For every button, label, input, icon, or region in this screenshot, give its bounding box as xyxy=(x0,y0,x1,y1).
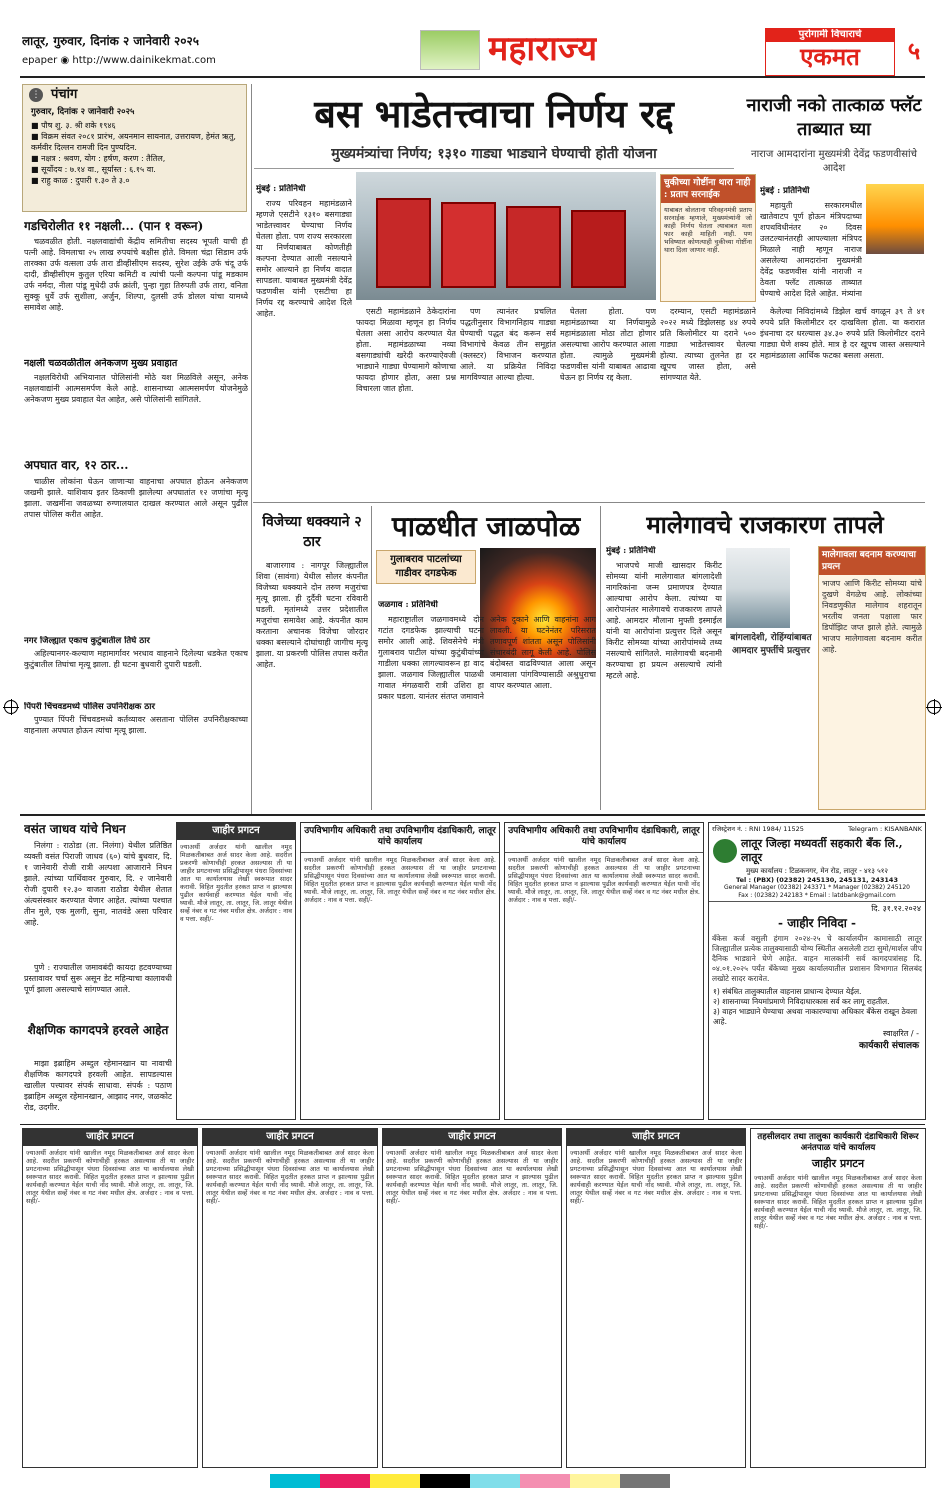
naxal-headline: नक्षली चळवळीतील अनेकजण मुख्य प्रवाहात xyxy=(24,358,178,369)
ad-office-1 xyxy=(300,822,500,1120)
bank-body: बँकेस कर्ज वसुली हंगाम २०२४-२५ चे कार्यालयीन कामासाठी लातूर जिल्ह्यातील प्रत्येक तालुक्यासाठी योग्य स्थितीत असलेली टाटा सुमो/मार्शल जीप दैनिक भाड्याने घेणे आहेत. वाहन मालकांनी सर्व कागदपत्रांसह दि. ०४.०१.२०२५ पर्यंत बँकेच्या मुख्य कार्यालयातील प्रशासन विभागात सिलबंद लखोटे सादर करावेत. xyxy=(712,934,922,983)
ad-office-title: उपविभागीय अधिकारी तथा उपविभागीय दंडाधिकारी, लातूर यांचे कार्यालय xyxy=(301,823,499,853)
bank-tel: Tel : (PBX) (02382) 245130, 245131, 243143 xyxy=(736,875,898,884)
malegaon-body xyxy=(606,560,722,810)
sarnaik-box xyxy=(660,174,756,302)
accident-sub2: पिंपरी चिंचवडमध्ये पोलिस उपनिरीक्षक ठार xyxy=(24,702,155,712)
registration-mark xyxy=(927,700,941,714)
section-rule xyxy=(20,814,925,816)
section-rule xyxy=(20,1124,925,1125)
gadchiroli-headline: गडचिरोलीत ११ नक्षली... (पान १ वरून) xyxy=(24,219,204,233)
ad-office-2 xyxy=(504,822,704,1120)
swatch xyxy=(420,1474,470,1488)
paldhi-subhead: गुलाबराव पाटलांच्या गाडीवर दगडफेक xyxy=(376,550,476,584)
pune-text: पुणे : राज्यातील जमावबंदी कायदा हटवण्याच्या प्रस्तावावर चर्चा सुरू असून डेट महिन्याचा कालावधी पूर्ण झाला असल्याचे सांगण्यात आले. xyxy=(24,963,172,994)
ad-notice-5 xyxy=(566,1128,746,1468)
accident-body xyxy=(24,476,248,634)
tahsil-notice: जाहीर प्रगटन xyxy=(811,1157,865,1170)
swatch xyxy=(320,1474,370,1488)
panchang-item: ■ विक्रम संवत २०८१ प्रारंभ, अयनमान सायनात, उत्तरायण, हेमंत ऋतु, कर्मवीर दिल्लन रामजी दिन पुण्यदिन. xyxy=(31,131,236,152)
malegaon-byline: मुंबई : प्रतिनिधी xyxy=(606,546,656,556)
brand-tagline: पुरोगामी विचाराचे xyxy=(766,29,894,42)
ad-body: ज्याअर्थी अर्जदार यांनी खालील नमूद मिळकतीबाबत अर्ज सादर केला आहे. सदरील प्रकरणी कोणाचीही हरकत असल्यास ती या जाहीर प्रगटनाच्या प्रसिद्धीपासून पंधरा दिवसांच्या आत या कार्यालयास लेखी स्वरूपात सादर करावी. विहित मुदतीत हरकत प्राप्त न झाल्यास पुढील कार्यवाही करण्यात येईल याची नोंद घ्यावी. मौजे लातूर, ता. लातूर, जि. लातूर येथील सर्व्हे नंबर व गट नंबर मधील क्षेत्र. अर्जदार : नाव व पत्ता. सही/- xyxy=(180,842,292,923)
paldhi-headline: पाळधीत जाळपोळ xyxy=(391,510,581,543)
accident-sub1: नगर जिल्ह्यात एकाच कुटुंबातील तिघे ठार xyxy=(24,636,150,646)
naxal-body xyxy=(24,372,248,456)
ad-notice-3 xyxy=(202,1128,378,1468)
ad-title: जाहीर प्रगटन xyxy=(383,1129,561,1146)
ad-body: ज्याअर्थी अर्जदार यांनी खालील नमूद मिळकतीबाबत अर्ज सादर केला आहे. सदरील प्रकरणी कोणाचीही हरकत असल्यास ती या जाहीर प्रगटनाच्या प्रसिद्धीपासून पंधरा दिवसांच्या आत या कार्यालयास लेखी स्वरूपात सादर करावी. विहित मुदतीत हरकत प्राप्त न झाल्यास पुढील कार्यवाही करण्यात येईल याची नोंद घ्यावी. मौजे लातूर, ता. लातूर, जि. लातूर येथील सर्व्हे नंबर व गट नंबर मधील क्षेत्र. अर्जदार : नाव व पत्ता. सही/- xyxy=(26,1148,194,1205)
epaper-label: epaper xyxy=(22,55,58,66)
ad-title: जाहीर प्रगटन xyxy=(203,1129,377,1146)
ad-body: ज्याअर्थी अर्जदार यांनी खालील नमूद मिळकतीबाबत अर्ज सादर केला आहे. सदरील प्रकरणी कोणाचीही हरकत असल्यास ती या जाहीर प्रगटनाच्या प्रसिद्धीपासून पंधरा दिवसांच्या आत या कार्यालयास लेखी स्वरूपात सादर करावी. विहित मुदतीत हरकत प्राप्त न झाल्यास पुढील कार्यवाही करण्यात येईल याची नोंद घ्यावी. मौजे लातूर, ता. लातूर, जि. लातूर येथील सर्व्हे नंबर व गट नंबर मधील क्षेत्र. अर्जदार : नाव व पत्ता. सही/- xyxy=(386,1148,558,1205)
gadchiroli-text: चळवळीत होती. नक्षलवाद्यांची केंद्रीय समितीचा सदस्य भूपती याची ही पत्नी आहे. विमलाचा २५ लाख रुपयांचे बक्षीस होते. विमला चंद्रा सिडाम उर्फ तारक्का उर्फ वत्सला उर्फ तारा डीव्हीसीएम सदस्य, सुरेश उईके उर्फ चंदू उर्फ दादी, डीव्हीसीएम कुतुल एरिया कमिटी व त्यांची पत्नी कल्पना पांडू मडकाम उर्फ नर्मदा, नीला पांडू मुधेदी उर्फ क्रांती, पुन्हा गुहा तिरुपती उर्फ तारा, वनिता सुक्कू धुर्वे उर्फ सुशीला, अर्जुन, शिल्पा, दुलसी उर्फ डोलल यांचा यामध्ये समावेश आहे. xyxy=(24,237,248,312)
malegaon-text: भाजपचे माजी खासदार किरीट सोमय्या यांनी मालेगावात बांगलादेशी नागरिकांना जन्म प्रमाणपत्र देण्यात आल्याचा आरोप केला. त्यांच्या या आरोपानंतर मालेगावचे राजकारण तापले आहे. आमदार मौलाना मुफ्ती इस्माईल यांनी या आरोपांना प्रत्युत्तर दिले असून किरीट सोमय्या यांच्या आरोपांमध्ये तथ्य नसल्याचे सांगितले. मालेगावची बदनामी करण्याचा हा प्रयत्न असल्याचे त्यांनी म्हटले आहे. xyxy=(606,561,722,680)
panchang-title-row xyxy=(23,85,246,105)
accident-headline: अपघात वार, १२ ठार... xyxy=(24,458,129,472)
paldhi-body xyxy=(378,614,596,810)
col-divider xyxy=(371,506,372,810)
brand-block xyxy=(765,28,895,76)
bank-term: १) संबंधित तालुक्यातील वाहनास प्राधान्य देण्यात येईल. xyxy=(713,987,862,996)
bus-col1-text: राज्य परिवहन महामंडळाने म्हणजे एसटीने १३१० बसगाड्या भाडेतत्त्वावर घेण्याचा निर्णय घेतला होता. पण राज्य सरकारला या निर्णयाबाबत कोणतीही कल्पना देण्यात आली नसल्याने समोर आल्याने हा निर्णय वादात सापडला. याबाबत मुख्यमंत्री देवेंद्र फडणवीस यांनी एसटीचा हा निर्णय रद्द करण्याचे आदेश दिले आहेत. xyxy=(256,199,352,318)
ad-notice-4 xyxy=(382,1128,562,1468)
ad-notice-1 xyxy=(176,822,296,1120)
accident-text: चाळीस लोकांना घेऊन जाणाऱ्या वाहनाचा अपघात होऊन अनेकजण जखमी झाले. याशिवाय इतर ठिकाणी झालेल्या अपघातांत १२ जणांचा मृत्यू झाला. जखमींना जवळच्या रुग्णालयात दाखल करण्यात आले असून पुढील तपास पोलिस करीत आहेत. xyxy=(24,477,248,519)
bus-col2 xyxy=(356,306,456,498)
page-number: ५ xyxy=(907,36,921,65)
panchang-item: ■ पौष शु. ३. श्री शके १९४६ xyxy=(31,120,116,130)
malegaon-photo-caption: बांगलादेशी, रोहिंग्यांबाबत आमदार मुफ्तींचे प्रत्युत्तर xyxy=(730,633,812,656)
header-rule xyxy=(20,76,925,78)
ad-title: जाहीर प्रगटन xyxy=(177,823,295,840)
ad-tahsil xyxy=(750,1128,926,1468)
panchang-item: ■ नक्षत्र : श्रवण, योग : हर्षण, करण : तैतिल, xyxy=(31,153,166,163)
narazi-body xyxy=(760,200,862,300)
bus-byline: मुंबई : प्रतिनिधी xyxy=(256,184,306,194)
bus-shape xyxy=(441,202,496,288)
panchang-box xyxy=(22,84,247,212)
ad-title: जाहीर प्रगटन xyxy=(23,1129,197,1146)
swatch xyxy=(520,1474,570,1488)
bus-col5-text: दरम्यान, एसटी महामंडळाने २०२२ मध्ये डिझेलसह ४४ रुपये प्रति किलोमीटर या दराने ५०० गाड्या भाडेतत्त्वावर घेतल्या होत्या. त्याच्या तुलनेत हा दर खूपच जास्त होता, असे सांगण्यात येते. xyxy=(660,307,756,382)
lost-headline: शैक्षणिक कागदपत्रे हरवले आहेत xyxy=(27,1023,169,1037)
ad-title: जाहीर प्रगटन xyxy=(567,1129,745,1146)
narazi-headline: नाराजी नको तात्काळ फ्लॅट ताब्यात घ्या xyxy=(746,95,922,140)
fadnavis-photo xyxy=(866,184,924,254)
bus-col5 xyxy=(660,306,756,498)
sarnaik-body: याबाबत बोलताना परिवहनमंत्री प्रताप सरनाईक म्हणाले, मुख्यमंत्र्यांनी जो काही निर्णय घेतला त्याबाबत मला फार काही माहिती नाही. पण भविष्यात कोणत्याही चुकीच्या गोष्टींना थारा दिला जाणार नाही. xyxy=(664,206,752,254)
bank-date: दि. ३१.१२.२०२४ xyxy=(871,904,921,913)
obit-headline: वसंत जाधव यांचे निधन xyxy=(24,822,126,836)
bank-name: लातूर जिल्हा मध्यवर्ती सहकारी बँक लि., लातूर xyxy=(741,837,903,865)
bank-logo-icon xyxy=(713,839,737,863)
ad-office-title: उपविभागीय अधिकारी तथा उपविभागीय दंडाधिकारी, लातूर यांचे कार्यालय xyxy=(505,823,703,853)
swatch xyxy=(270,1474,320,1488)
bank-term: २) शासनाच्या नियमांप्रमाणे निविदाधारकास सर्व कर लागू राहतील. xyxy=(713,997,890,1006)
panchang-item: ■ राहु काळ : दुपारी १.३० ते ३.० xyxy=(31,175,130,185)
vijechya-text: बाजारगाव : नागपूर जिल्ह्यातील शिवा (सावंगा) येथील सोलर कंपनीत विजेच्या धक्क्याने दोन तरुण मजुरांचा मृत्यू झाला. ही दुर्दैवी घटना रविवारी घडली. मृतांमध्ये उत्तर प्रदेशातील मजुरांचा समावेश आहे. कंपनीत काम करताना अचानक विजेचा जोरदार धक्का बसल्याने दोघांचाही जागीच मृत्यू झाला. या प्रकरणी पोलिस तपास करीत आहेत. xyxy=(256,561,368,669)
globe-icon: ◉ xyxy=(60,55,70,66)
telegram-text: Telegram : KISANBANK xyxy=(848,825,922,833)
lost-text: माझा इब्राहिम अब्दुल रहेमानखान या नावाची शैक्षणिक कागदपत्रे हरवली आहेत. सापडल्यास खालील पत्त्यावर संपर्क साधावा. संपर्क : पठाण इब्राहिम अब्दुल रहेमानखान, आझाद नगर, जळकोट रोड, उदगीर. xyxy=(24,1059,172,1112)
section-title: महाराज्य xyxy=(488,29,598,69)
tahsil-title: तहसीलदार तथा तालुका कार्यकारी दंडाधिकारी शिरूर अनंतपाळ यांचे कार्यालय xyxy=(757,1132,919,1153)
panchang-item: ■ सूर्योदय : ७.१४ वा., सूर्यास्त : ६.१५ वा. xyxy=(31,164,156,174)
brand-logo: एकमत xyxy=(800,41,860,71)
bank-name-row xyxy=(709,835,925,867)
lost-body xyxy=(24,1058,172,1120)
section-rule xyxy=(253,502,925,503)
swatch xyxy=(470,1474,520,1488)
accident-sub1-body xyxy=(24,648,248,700)
malegaon-side-headline: मालेगावला बदनाम करण्याचा प्रयत्न xyxy=(819,547,925,575)
sarnaik-body2-text: केलेल्या निविदांमध्ये डिझेल खर्च वगळून ३९ ते ४१ रुपये प्रति किलोमीटर दर दाखविला होता. या करारात इंधनाचा दर धरल्यास ३४.३० रुपये प्रति किलोमीटर दराने गाड्या घेणे शक्य होते. मात्र हे दर खूपच जास्त असल्याने महामंडळाला आर्थिक फटका बसला असता. xyxy=(760,307,925,360)
narazi-text: महायुती सरकारमधील खातेवाटप पूर्ण होऊन मंत्रिपदाच्या शपथविधीनंतर २० दिवस उलटल्यानंतरही आपल्याला मंत्रिपद मिळाले नाही म्हणून नाराज असलेल्या आमदारांना मुख्यमंत्री देवेंद्र फडणवीस यांनी नाराजी न ठेवता फ्लॅट तात्काळ ताब्यात घेण्याचे आदेश दिले आहेत. मंत्र्यांना xyxy=(760,201,862,298)
swatch xyxy=(620,1474,670,1488)
naxal-text: नक्षलविरोधी अभियानात पोलिसांनी मोठे यश मिळविले असून, अनेक नक्षलवाद्यांनी आत्मसमर्पण केले आहे. शासनाच्या आत्मसमर्पण योजनेमुळे अनेकजण मुख्य प्रवाहात येत आहेत, असे पोलिसांनी सांगितले. xyxy=(24,373,248,404)
bus-shape xyxy=(506,206,561,288)
bus-subhead: मुख्यमंत्र्यांचा निर्णय; १३१० गाड्या भाड्याने घेण्याची होती योजना xyxy=(254,146,734,169)
registration-text: रजिस्ट्रेशन नं. : RNI 1984/ 11525 xyxy=(712,825,804,833)
bank-sign: स्वाक्षरित / - xyxy=(883,1029,919,1038)
chevron-icon: ⋮ xyxy=(29,88,43,102)
paldhi-text: महाराष्ट्रातील जळगावमध्ये दोन गटांत दगडफेक झाल्याची घटना समोर आली आहे. शिवसेनेचे मंत्री गुलाबराव पाटील यांच्या कुटुंबीयांच्या गाडीला धक्का लागल्यावरून हा वाद झाला. जळगाव जिल्ह्यातील पाळधी गावात मंगळवारी रात्री उशिरा हा प्रकार घडला. यानंतर संतप्त जमावाने अनेक दुकाने आणि वाहनांना आग लावली. या घटनेनंतर परिसरात तणावपूर्ण शांतता असून पोलिसांनी संचारबंदी लागू केली आहे. पोलिस बंदोबस्त वाढविण्यात आला असून जमावाला पांगविण्यासाठी अश्रुधुराचा वापर करण्यात आला. xyxy=(378,615,596,701)
epaper-line xyxy=(22,55,216,68)
narazi-byline: मुंबई : प्रतिनिधी xyxy=(760,186,810,196)
bank-gm: General Manager (02382) 243371 * Manager (02382) 245120 xyxy=(724,884,910,891)
accident-sub2-body xyxy=(24,714,248,810)
swatch xyxy=(370,1474,420,1488)
bus-col4-text: घेतला होता. पण महामंडळाच्या या निर्णयामुळे महामंडळाला मोठा तोटा होणार असल्याचा आरोप करण्यात आला होता. त्यामुळे मुख्यमंत्री फडणवीस यांनी याबाबत आढावा घेऊन हा निर्णय रद्द केला. xyxy=(560,307,656,382)
bus-photo xyxy=(356,172,656,300)
ad-notice-2 xyxy=(22,1128,198,1468)
ad-body: ज्याअर्थी अर्जदार यांनी खालील नमूद मिळकतीबाबत अर्ज सादर केला आहे. सदरील प्रकरणी कोणाचीही हरकत असल्यास ती या जाहीर प्रगटनाच्या प्रसिद्धीपासून पंधरा दिवसांच्या आत या कार्यालयास लेखी स्वरूपात सादर करावी. विहित मुदतीत हरकत प्राप्त न झाल्यास पुढील कार्यवाही करण्यात येईल याची नोंद घ्यावी. मौजे लातूर, ता. लातूर, जि. लातूर येथील सर्व्हे नंबर व गट नंबर मधील क्षेत्र. अर्जदार : नाव व पत्ता. सही/- xyxy=(206,1148,374,1205)
bus-shape xyxy=(571,210,626,288)
bank-exec: कार्यकारी संचालक xyxy=(859,1041,919,1051)
bank-ad-topline xyxy=(709,823,925,835)
bus-col4 xyxy=(560,306,656,498)
gadchiroli-body xyxy=(24,236,248,356)
bus-col2-text: एसटी महामंडळाने ठेकेदारांना फायदा मिळावा म्हणून हा निर्णय घेतला असा आरोप करण्यात येत होता. महामंडळाच्या नव्या बसगाड्यांची खरेदी करण्याऐवजी भाड्याने गाड्या घेण्यामागे कोणाचा फायदा होणार होता, असा प्रश्न विचारला जात होता. xyxy=(356,307,456,393)
obit-body xyxy=(24,840,172,958)
date-line: लातूर, गुरुवार, दिनांक २ जानेवारी २०२५ xyxy=(22,34,199,48)
col-divider xyxy=(600,506,601,810)
malegaon-side-box xyxy=(818,546,926,810)
ad-body: ज्याअर्थी अर्जदार यांनी खालील नमूद मिळकतीबाबत अर्ज सादर केला आहे. सदरील प्रकरणी कोणाचीही हरकत असल्यास ती या जाहीर प्रगटनाच्या प्रसिद्धीपासून पंधरा दिवसांच्या आत या कार्यालयास लेखी स्वरूपात सादर करावी. विहित मुदतीत हरकत प्राप्त न झाल्यास पुढील कार्यवाही करण्यात येईल याची नोंद घ्यावी. मौजे लातूर, ता. लातूर, जि. लातूर येथील सर्व्हे नंबर व गट नंबर मधील क्षेत्र. अर्जदार : नाव व पत्ता. सही/- xyxy=(570,1148,742,1205)
malegaon-side-body: भाजप आणि किरीट सोमय्या यांचे दुखणे वेगळेच आहे. लोकांच्या निवडणुकीत मालेगाव शहरातून भरतीय जनता पक्षाला फार डिपॉझिट जप्त झाले होते. त्यामुळे भाजप मालेगावला बदनाम करीत आहे. xyxy=(822,579,922,654)
header-graphic xyxy=(420,30,480,70)
ad-body: ज्याअर्थी अर्जदार यांनी खालील नमूद मिळकतीबाबत अर्ज सादर केला आहे. सदरील प्रकरणी कोणाचीही हरकत असल्यास ती या जाहीर प्रगटनाच्या प्रसिद्धीपासून पंधरा दिवसांच्या आत या कार्यालयास लेखी स्वरूपात सादर करावी. विहित मुदतीत हरकत प्राप्त न झाल्यास पुढील कार्यवाही करण्यात येईल याची नोंद घ्यावी. मौजे लातूर, ता. लातूर, जि. लातूर येथील सर्व्हे नंबर व गट नंबर मधील क्षेत्र. अर्जदार : नाव व पत्ता. सही/- xyxy=(508,855,700,904)
panchang-title: पंचांग xyxy=(51,86,78,102)
pune-body xyxy=(24,962,172,1018)
ad-body: ज्याअर्थी अर्जदार यांनी खालील नमूद मिळकतीबाबत अर्ज सादर केला आहे. सदरील प्रकरणी कोणाचीही हरकत असल्यास ती या जाहीर प्रगटनाच्या प्रसिद्धीपासून पंधरा दिवसांच्या आत या कार्यालयास लेखी स्वरूपात सादर करावी. विहित मुदतीत हरकत प्राप्त न झाल्यास पुढील कार्यवाही करण्यात येईल याची नोंद घ्यावी. मौजे लातूर, ता. लातूर, जि. लातूर येथील सर्व्हे नंबर व गट नंबर मधील क्षेत्र. अर्जदार : नाव व पत्ता. सही/- xyxy=(754,1173,922,1230)
bus-col1 xyxy=(256,198,352,498)
bank-terms xyxy=(709,987,925,1027)
swatch xyxy=(570,1474,620,1488)
bus-col3-text: पण त्यानंतर प्रचलित पद्धतीनुसार विभागनिहाय गाड्या घेण्याची पद्धत बंद करून सर्व विभागांचे केवळ तीन समूहांत (क्लस्टर) विभाजन करण्यात आले. या प्रक्रियेत निविदा मागविण्यात आल्या होत्या. xyxy=(460,307,556,382)
bank-tender-title: - जाहीर निविदा - xyxy=(778,916,856,930)
url-link[interactable]: http://www.dainikekmat.com xyxy=(72,55,216,66)
bus-headline: बस भाडेतत्त्वाचा निर्णय रद्द xyxy=(314,91,674,136)
registration-mark xyxy=(4,700,18,714)
panchang-date: गुरुवार, दिनांक २ जानेवारी २०२५ xyxy=(31,107,135,117)
bus-col3 xyxy=(460,306,556,498)
accident-sub2-text: पुण्यात पिंपरी चिंचवडमध्ये कर्तव्यावर असताना पोलिस उपनिरीक्षकाच्या वाहनाला अपघात होऊन त्यांचा मृत्यू झाला. xyxy=(24,715,248,735)
obit-text: निलंगा : राठोडा (ता. निलंगा) येथील प्रतिष्ठित व्यक्ती वसंत पिराजी जाधव (६०) यांचे बुधवार, दि. १ जानेवारी रोजी रात्री अल्पशा आजाराने निधन झाले. त्यांच्या पार्थिवावर गुरुवार, दि. २ जानेवारी रोजी दुपारी १२.३० वाजता राठोडा येथील शेतात अंत्यसंस्कार करण्यात येणार आहेत. त्यांच्या पश्चात तीन मुले, एक मुलगी, सुना, नातवंडे असा परिवार आहे. xyxy=(24,841,172,927)
sarnaik-body2 xyxy=(760,306,925,498)
accident-sub1-text: अहिल्यानगर-कल्याण महामार्गावर भरधाव वाहनाने दिलेल्या धडकेत एकाच कुटुंबातील तिघांचा मृत्यू झाला. ही घटना बुधवारी दुपारी घडली. xyxy=(24,649,248,669)
vijechya-body xyxy=(256,560,368,810)
paldhi-byline: जळगाव : प्रतिनिधी xyxy=(378,600,438,610)
mufti-photo xyxy=(726,548,790,628)
bank-ad xyxy=(708,822,926,1120)
malegaon-headline: मालेगावचे राजकारण तापले xyxy=(646,510,884,539)
vijechya-headline: विजेच्या धक्क्याने २ ठार xyxy=(262,514,362,550)
bank-fax: Fax : (02382) 242183 * Email : latdbank@gmail.com xyxy=(709,892,925,903)
bank-address: मुख्य कार्यालय : टिळकनगर, मेन रोड, लातूर - ४१३ ५१२ xyxy=(745,867,889,876)
narazi-subhead: नाराज आमदारांना मुख्यमंत्री देवेंद्र फडणवीसांचे आदेश xyxy=(751,149,917,174)
bus-shape xyxy=(376,198,431,288)
color-bar xyxy=(270,1474,670,1488)
col-divider xyxy=(251,84,252,814)
panchang-list xyxy=(23,120,246,186)
ad-body: ज्याअर्थी अर्जदार यांनी खालील नमूद मिळकतीबाबत अर्ज सादर केला आहे. सदरील प्रकरणी कोणाचीही हरकत असल्यास ती या जाहीर प्रगटनाच्या प्रसिद्धीपासून पंधरा दिवसांच्या आत या कार्यालयास लेखी स्वरूपात सादर करावी. विहित मुदतीत हरकत प्राप्त न झाल्यास पुढील कार्यवाही करण्यात येईल याची नोंद घ्यावी. मौजे लातूर, ता. लातूर, जि. लातूर येथील सर्व्हे नंबर व गट नंबर मधील क्षेत्र. अर्जदार : नाव व पत्ता. सही/- xyxy=(304,855,496,904)
sarnaik-headline: चुकीच्या गोष्टींना थारा नाही : प्रताप सरनाईक xyxy=(661,175,755,203)
bank-term: ३) वाहन भाड्याने घेण्याचा अथवा नाकारण्याचा अधिकार बँकेस राखून ठेवला आहे. xyxy=(713,1007,918,1026)
